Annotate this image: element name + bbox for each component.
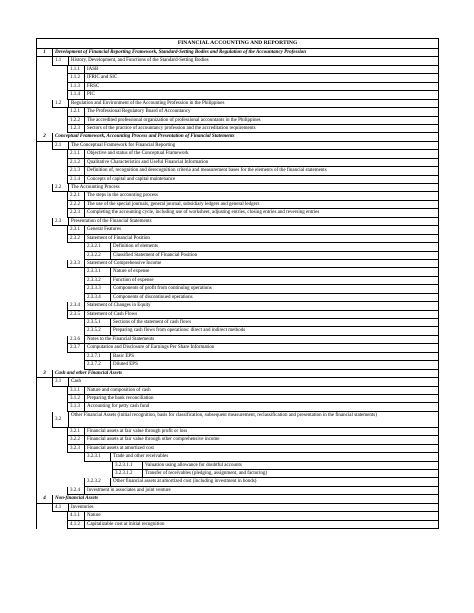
outline-text: Components of profit from continuing operations <box>111 285 439 293</box>
indent-cell <box>37 378 53 386</box>
outline-row <box>37 159 439 167</box>
outline-row <box>37 294 439 302</box>
section-row <box>37 49 439 57</box>
outline-text: The steps in the accounting process <box>85 192 439 200</box>
outline-number: 3.2.2 <box>68 436 85 444</box>
indent-cell <box>37 387 68 395</box>
outline-row <box>37 462 439 470</box>
outline-rows <box>37 49 439 529</box>
outline-text: Financial assets at amortized cost <box>85 445 439 453</box>
outline-text: Conceptual Framework, Accounting Process and Presentation of Financial Statements <box>53 133 439 141</box>
indent-cell <box>37 176 68 184</box>
outline-row <box>37 327 439 335</box>
indent-cell <box>37 412 53 428</box>
outline-text: Transfer of receivables (pledging, assignment, and factoring) <box>143 470 439 478</box>
indent-cell <box>37 209 68 217</box>
outline-number: 1 <box>37 49 53 57</box>
outline-row <box>37 395 439 403</box>
outline-row <box>37 260 439 268</box>
outline-row <box>37 201 439 209</box>
outline-number: 1.1.1 <box>68 66 85 74</box>
outline-number: 2.3.2.1 <box>85 243 111 251</box>
outline-table <box>36 38 439 529</box>
indent-cell <box>37 57 53 65</box>
outline-number: 1.2.3 <box>68 125 85 133</box>
indent-cell <box>37 353 85 361</box>
indent-cell <box>37 142 53 150</box>
outline-number: 1.1.3 <box>68 83 85 91</box>
outline-number: 2.3.2 <box>68 235 85 243</box>
indent-cell <box>37 192 68 200</box>
outline-number: 1.1 <box>53 57 69 65</box>
outline-number: 3.2.1 <box>68 428 85 436</box>
indent-cell <box>37 521 68 529</box>
outline-text: Computation and Disclosure of Earnings Per Share Information <box>85 344 439 352</box>
outline-number: 2.3.7.2 <box>85 361 111 369</box>
outline-text: Statement of Changes in Equity <box>85 302 439 310</box>
indent-cell <box>37 462 113 470</box>
outline-text: Nature of expense <box>111 268 439 276</box>
outline-row <box>37 453 439 461</box>
outline-number: 2.1.1 <box>68 150 85 158</box>
outline-row <box>37 336 439 344</box>
outline-number: 2.3.7.1 <box>85 353 111 361</box>
indent-cell <box>37 478 85 486</box>
outline-row <box>37 125 439 133</box>
outline-number: 2.2.3 <box>68 209 85 217</box>
outline-text: IFRIC and SIC <box>85 74 439 82</box>
section-row <box>37 370 439 378</box>
outline-number: 4 <box>37 495 53 503</box>
outline-number: 2.3.3 <box>68 260 85 268</box>
outline-row <box>37 403 439 411</box>
outline-row <box>37 226 439 234</box>
outline-text: Development of Financial Reporting Framework, Standard-Setting Bodies and Regulation of the Accountancy Profession <box>53 49 439 57</box>
outline-number: 3.1.2 <box>68 395 85 403</box>
outline-row <box>37 184 439 192</box>
outline-row <box>37 311 439 319</box>
outline-row <box>37 353 439 361</box>
outline-number: 1.1.4 <box>68 91 85 99</box>
outline-row <box>37 412 439 428</box>
outline-row <box>37 150 439 158</box>
outline-text: Financial assets at fair value through profit or loss <box>85 428 439 436</box>
indent-cell <box>37 294 85 302</box>
indent-cell <box>37 487 68 495</box>
indent-cell <box>37 235 68 243</box>
outline-number: 2.1.3 <box>68 167 85 175</box>
indent-cell <box>37 159 68 167</box>
outline-row <box>37 319 439 327</box>
outline-row <box>37 100 439 108</box>
outline-number: 4.1.1 <box>68 512 85 520</box>
outline-row <box>37 344 439 352</box>
outline-number: 2.1.4 <box>68 176 85 184</box>
indent-cell <box>37 167 68 175</box>
indent-cell <box>37 445 68 453</box>
outline-number: 3 <box>37 370 53 378</box>
outline-row <box>37 387 439 395</box>
outline-row <box>37 436 439 444</box>
indent-cell <box>37 201 68 209</box>
document-title: FINANCIAL ACCOUNTING AND REPORTING <box>37 39 439 49</box>
indent-cell <box>37 252 85 260</box>
outline-text: PIC <box>85 91 439 99</box>
outline-number: 3.1.1 <box>68 387 85 395</box>
indent-cell <box>37 260 68 268</box>
outline-row <box>37 361 439 369</box>
indent-cell <box>37 268 85 276</box>
outline-number: 3.2.3.2 <box>85 478 111 486</box>
outline-row <box>37 192 439 200</box>
outline-text: Statement of Financial Position <box>85 235 439 243</box>
outline-row <box>37 176 439 184</box>
indent-cell <box>37 117 68 125</box>
outline-row <box>37 478 439 486</box>
outline-text: Definition of, recognition and derecognition criteria and measurement bases for the elements of the financial statements <box>85 167 439 175</box>
outline-text: The use of the special journals, general journal, subsidiary ledgers and general ledgers <box>85 201 439 209</box>
outline-row <box>37 504 439 512</box>
outline-number: 1.2 <box>53 100 69 108</box>
outline-text: Trade and other receivables <box>111 453 439 461</box>
outline-row <box>37 521 439 529</box>
outline-row <box>37 91 439 99</box>
outline-number: 2.1 <box>53 142 69 150</box>
indent-cell <box>37 125 68 133</box>
outline-row <box>37 167 439 175</box>
outline-row <box>37 487 439 495</box>
outline-text: Nature <box>85 512 439 520</box>
outline-text: Cash and other Financial Assets <box>53 370 439 378</box>
outline-text: General Features <box>85 226 439 234</box>
outline-row <box>37 445 439 453</box>
indent-cell <box>37 218 53 226</box>
outline-text: FRSC <box>85 83 439 91</box>
outline-row <box>37 285 439 293</box>
section-row <box>37 495 439 503</box>
outline-text: Definition of elements <box>111 243 439 251</box>
outline-text: Accounting for petty cash fund <box>85 403 439 411</box>
indent-cell <box>37 428 68 436</box>
outline-text: The accredited professional organization of professional accountants in the Philippines <box>85 117 439 125</box>
outline-number: 3.2.3.1.1 <box>113 462 143 470</box>
indent-cell <box>37 504 53 512</box>
indent-cell <box>37 327 85 335</box>
outline-text: Objective and status of the Conceptual Framework <box>85 150 439 158</box>
indent-cell <box>37 470 113 478</box>
outline-row <box>37 209 439 217</box>
outline-number: 3.2.3.1.2 <box>113 470 143 478</box>
outline-text: Capitalizable cost at initial recognition <box>85 521 439 529</box>
outline-number: 2.3 <box>53 218 69 226</box>
outline-number: 1.1.2 <box>68 74 85 82</box>
outline-row <box>37 243 439 251</box>
outline-number: 1.2.2 <box>68 117 85 125</box>
outline-number: 3.2 <box>53 412 69 428</box>
outline-row <box>37 277 439 285</box>
outline-text: Presentation of the Financial Statements <box>69 218 439 226</box>
indent-cell <box>37 453 85 461</box>
outline-row <box>37 235 439 243</box>
outline-row <box>37 108 439 116</box>
outline-text: Notes to the Financial Statements <box>85 336 439 344</box>
outline-row <box>37 74 439 82</box>
outline-text: Regulation and Environment of the Accounting Profession in the Philippines <box>69 100 439 108</box>
outline-row <box>37 57 439 65</box>
outline-text: Classified Statement of Financial Position <box>111 252 439 260</box>
outline-text: IASB <box>85 66 439 74</box>
indent-cell <box>37 277 85 285</box>
outline-text: Preparing cash flows from operations: direct and indirect methods <box>111 327 439 335</box>
indent-cell <box>37 395 68 403</box>
outline-number: 2.3.5.1 <box>85 319 111 327</box>
outline-number: 2.1.2 <box>68 159 85 167</box>
outline-number: 2 <box>37 133 53 141</box>
indent-cell <box>37 311 68 319</box>
outline-text: Non-financial Assets <box>53 495 439 503</box>
outline-text: Other Financial Assets (initial recognition, basis for classification, subsequent measurement, reclassification and presentation in the financial statements) <box>69 412 439 428</box>
outline-text: Cash <box>69 378 439 386</box>
outline-text: Financial assets at fair value through other comprehensive income <box>85 436 439 444</box>
indent-cell <box>37 91 68 99</box>
outline-text: Qualitative Characteristics and Useful Financial Information <box>85 159 439 167</box>
indent-cell <box>37 108 68 116</box>
indent-cell <box>37 243 85 251</box>
indent-cell <box>37 100 53 108</box>
outline-row <box>37 252 439 260</box>
indent-cell <box>37 302 68 310</box>
outline-number: 4.1.2 <box>68 521 85 529</box>
outline-row <box>37 512 439 520</box>
outline-text: Basic EPS <box>111 353 439 361</box>
outline-number: 2.3.3.3 <box>85 285 111 293</box>
outline-number: 3.2.4 <box>68 487 85 495</box>
outline-text: Inventories <box>69 504 439 512</box>
section-row <box>37 133 439 141</box>
indent-cell <box>37 226 68 234</box>
outline-row <box>37 83 439 91</box>
indent-cell <box>37 74 68 82</box>
outline-row <box>37 268 439 276</box>
outline-number: 2.3.3.2 <box>85 277 111 285</box>
outline-number: 3.1 <box>53 378 69 386</box>
indent-cell <box>37 285 85 293</box>
outline-text: Concepts of capital and capital maintenance <box>85 176 439 184</box>
outline-row <box>37 428 439 436</box>
outline-text: Preparing the bank reconciliation <box>85 395 439 403</box>
outline-row <box>37 302 439 310</box>
indent-cell <box>37 83 68 91</box>
outline-text: The Professional Regulatory Board of Accountancy <box>85 108 439 116</box>
outline-text: Statement of Cash Flows <box>85 311 439 319</box>
outline-number: 2.3.3.1 <box>85 268 111 276</box>
outline-number: 2.3.6 <box>68 336 85 344</box>
outline-text: Sections of the statement of cash flows <box>111 319 439 327</box>
indent-cell <box>37 150 68 158</box>
outline-number: 2.3.7 <box>68 344 85 352</box>
indent-cell <box>37 66 68 74</box>
outline-number: 2.2 <box>53 184 69 192</box>
indent-cell <box>37 512 68 520</box>
outline-text: The Accounting Process <box>69 184 439 192</box>
outline-row <box>37 66 439 74</box>
outline-row <box>37 142 439 150</box>
indent-cell <box>37 344 68 352</box>
outline-number: 2.2.1 <box>68 192 85 200</box>
indent-cell <box>37 319 85 327</box>
outline-number: 1.2.1 <box>68 108 85 116</box>
outline-number: 3.1.3 <box>68 403 85 411</box>
outline-row <box>37 470 439 478</box>
outline-number: 3.2.3.1 <box>85 453 111 461</box>
outline-text: Diluted EPS <box>111 361 439 369</box>
outline-number: 4.1 <box>53 504 69 512</box>
outline-text: Function of expense <box>111 277 439 285</box>
indent-cell <box>37 403 68 411</box>
outline-number: 2.3.1 <box>68 226 85 234</box>
outline-number: 2.3.4 <box>68 302 85 310</box>
outline-text: Components of discontinued operations <box>111 294 439 302</box>
outline-text: Statement of Comprehensive Income <box>85 260 439 268</box>
outline-row <box>37 378 439 386</box>
outline-row <box>37 117 439 125</box>
outline-number: 3.2.3 <box>68 445 85 453</box>
indent-cell <box>37 336 68 344</box>
outline-number: 2.3.2.2 <box>85 252 111 260</box>
outline-number: 2.3.3.4 <box>85 294 111 302</box>
outline-text: The Conceptual Framework for Financial Reporting <box>69 142 439 150</box>
outline-text: Nature and composition of cash <box>85 387 439 395</box>
outline-number: 2.3.5.2 <box>85 327 111 335</box>
outline-text: Investment in associates and joint venture <box>85 487 439 495</box>
outline-text: Sectors of the practice of accountancy profession and the accreditation requirements <box>85 125 439 133</box>
indent-cell <box>37 184 53 192</box>
indent-cell <box>37 436 68 444</box>
outline-text: Other financial assets at amortized cost (including investment in bonds) <box>111 478 439 486</box>
indent-cell <box>37 361 85 369</box>
outline-text: Completing the accounting cycle, including use of worksheet, adjusting entries, closing entries and reversing entries <box>85 209 439 217</box>
outline-text: History, Development, and Functions of the Standard-Setting Bodies <box>69 57 439 65</box>
outline-number: 2.2.2 <box>68 201 85 209</box>
outline-text: Valuation using allowance for doubtful accounts <box>143 462 439 470</box>
outline-number: 2.3.5 <box>68 311 85 319</box>
outline-row <box>37 218 439 226</box>
